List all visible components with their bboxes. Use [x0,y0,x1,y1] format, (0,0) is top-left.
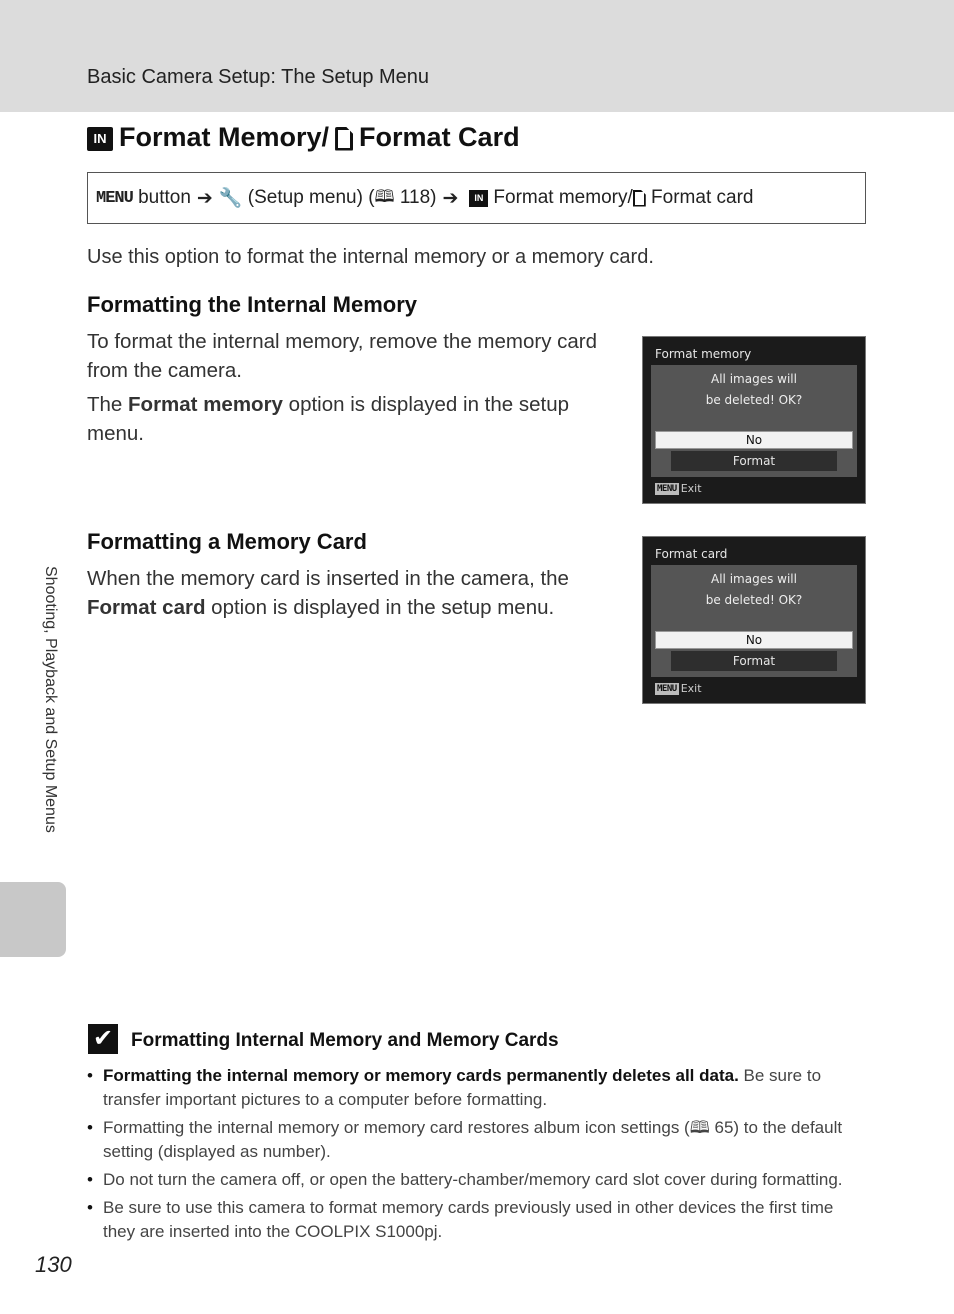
menu-path-box [87,172,866,224]
screen-message: All images will be deleted! OK? [705,372,803,407]
intro-text: Use this option to format the internal memory or a memory card. [87,246,654,268]
arrow-right-icon: ➔ [442,187,459,209]
section1-para2: The Format memory option is displayed in the setup menu. [87,393,570,445]
no-option[interactable]: No [655,631,853,649]
page-number: 130 [35,1252,72,1277]
memory-card-icon [335,127,353,151]
list-item: • Do not turn the camera off, or open the battery-chamber/memory card slot cover during formatting. [87,1168,862,1192]
section1-heading: Formatting the Internal Memory [87,292,418,317]
nav-page-ref: 118) [399,187,437,208]
book-icon: 🕮 [689,1118,710,1137]
internal-memory-icon: IN [87,127,113,151]
screen-footer [655,682,702,695]
screen-title: Format card [655,547,728,561]
menu-button-icon: MENU [657,483,677,494]
section2-para1: When the memory card is inserted in the camera, the Format card option is displayed in the setup menu. [87,567,569,619]
note-list [87,1064,862,1248]
list-item: • Formatting the internal memory or memory cards permanently deletes all data. Be sure to transfer important pictures to a computer before formatting. [87,1064,862,1112]
internal-memory-icon: IN [469,190,488,207]
screen-title: Format memory [655,347,752,361]
exit-label: Exit [680,682,702,695]
menu-button-icon: MENU [96,188,133,208]
format-option[interactable]: Format [671,451,837,471]
note-title: Formatting Internal Memory and Memory Cards [131,1030,559,1051]
format-memory-screen [642,336,866,504]
header-title: Basic Camera Setup: The Setup Menu [87,66,430,88]
checkmark-icon: ✔ [88,1024,118,1054]
nav-target-text: Format memory/ [493,187,633,208]
book-icon: 🕮 [374,186,395,206]
screen-message: All images will be deleted! OK? [705,572,803,607]
arrow-right-icon: ➔ [196,187,213,209]
title-part2: Format Card [359,122,520,152]
wrench-icon: 🔧 [218,188,243,209]
exit-label: Exit [680,482,702,495]
memory-card-icon [633,190,646,207]
nav-target2-text: Format card [651,187,754,208]
list-item: • Be sure to use this camera to format memory cards previously used in other devices the first time they are inserted into the COOLPIX S1000pj. [87,1196,862,1244]
nav-button-text: button [138,187,191,208]
list-item: • Formatting the internal memory or memory card restores album icon settings (🕮 65) to the default setting (displayed as number). [87,1116,862,1164]
screen-panel [651,565,857,677]
format-option[interactable]: Format [671,651,837,671]
side-tab [0,882,66,957]
section1-para1: To format the internal memory, remove the memory card from the camera. [87,330,598,382]
menu-button-icon: MENU [657,683,677,694]
page-title [87,122,520,153]
title-part1: Format Memory/ [119,122,330,152]
header-band [0,0,954,112]
nav-setup-text: (Setup menu) ( [247,187,375,208]
section2-heading: Formatting a Memory Card [87,529,367,554]
no-option[interactable]: No [655,431,853,449]
screen-footer [655,482,702,495]
side-section-label: Shooting, Playback and Setup Menus [42,566,59,833]
format-card-screen [642,536,866,704]
screen-panel [651,365,857,477]
